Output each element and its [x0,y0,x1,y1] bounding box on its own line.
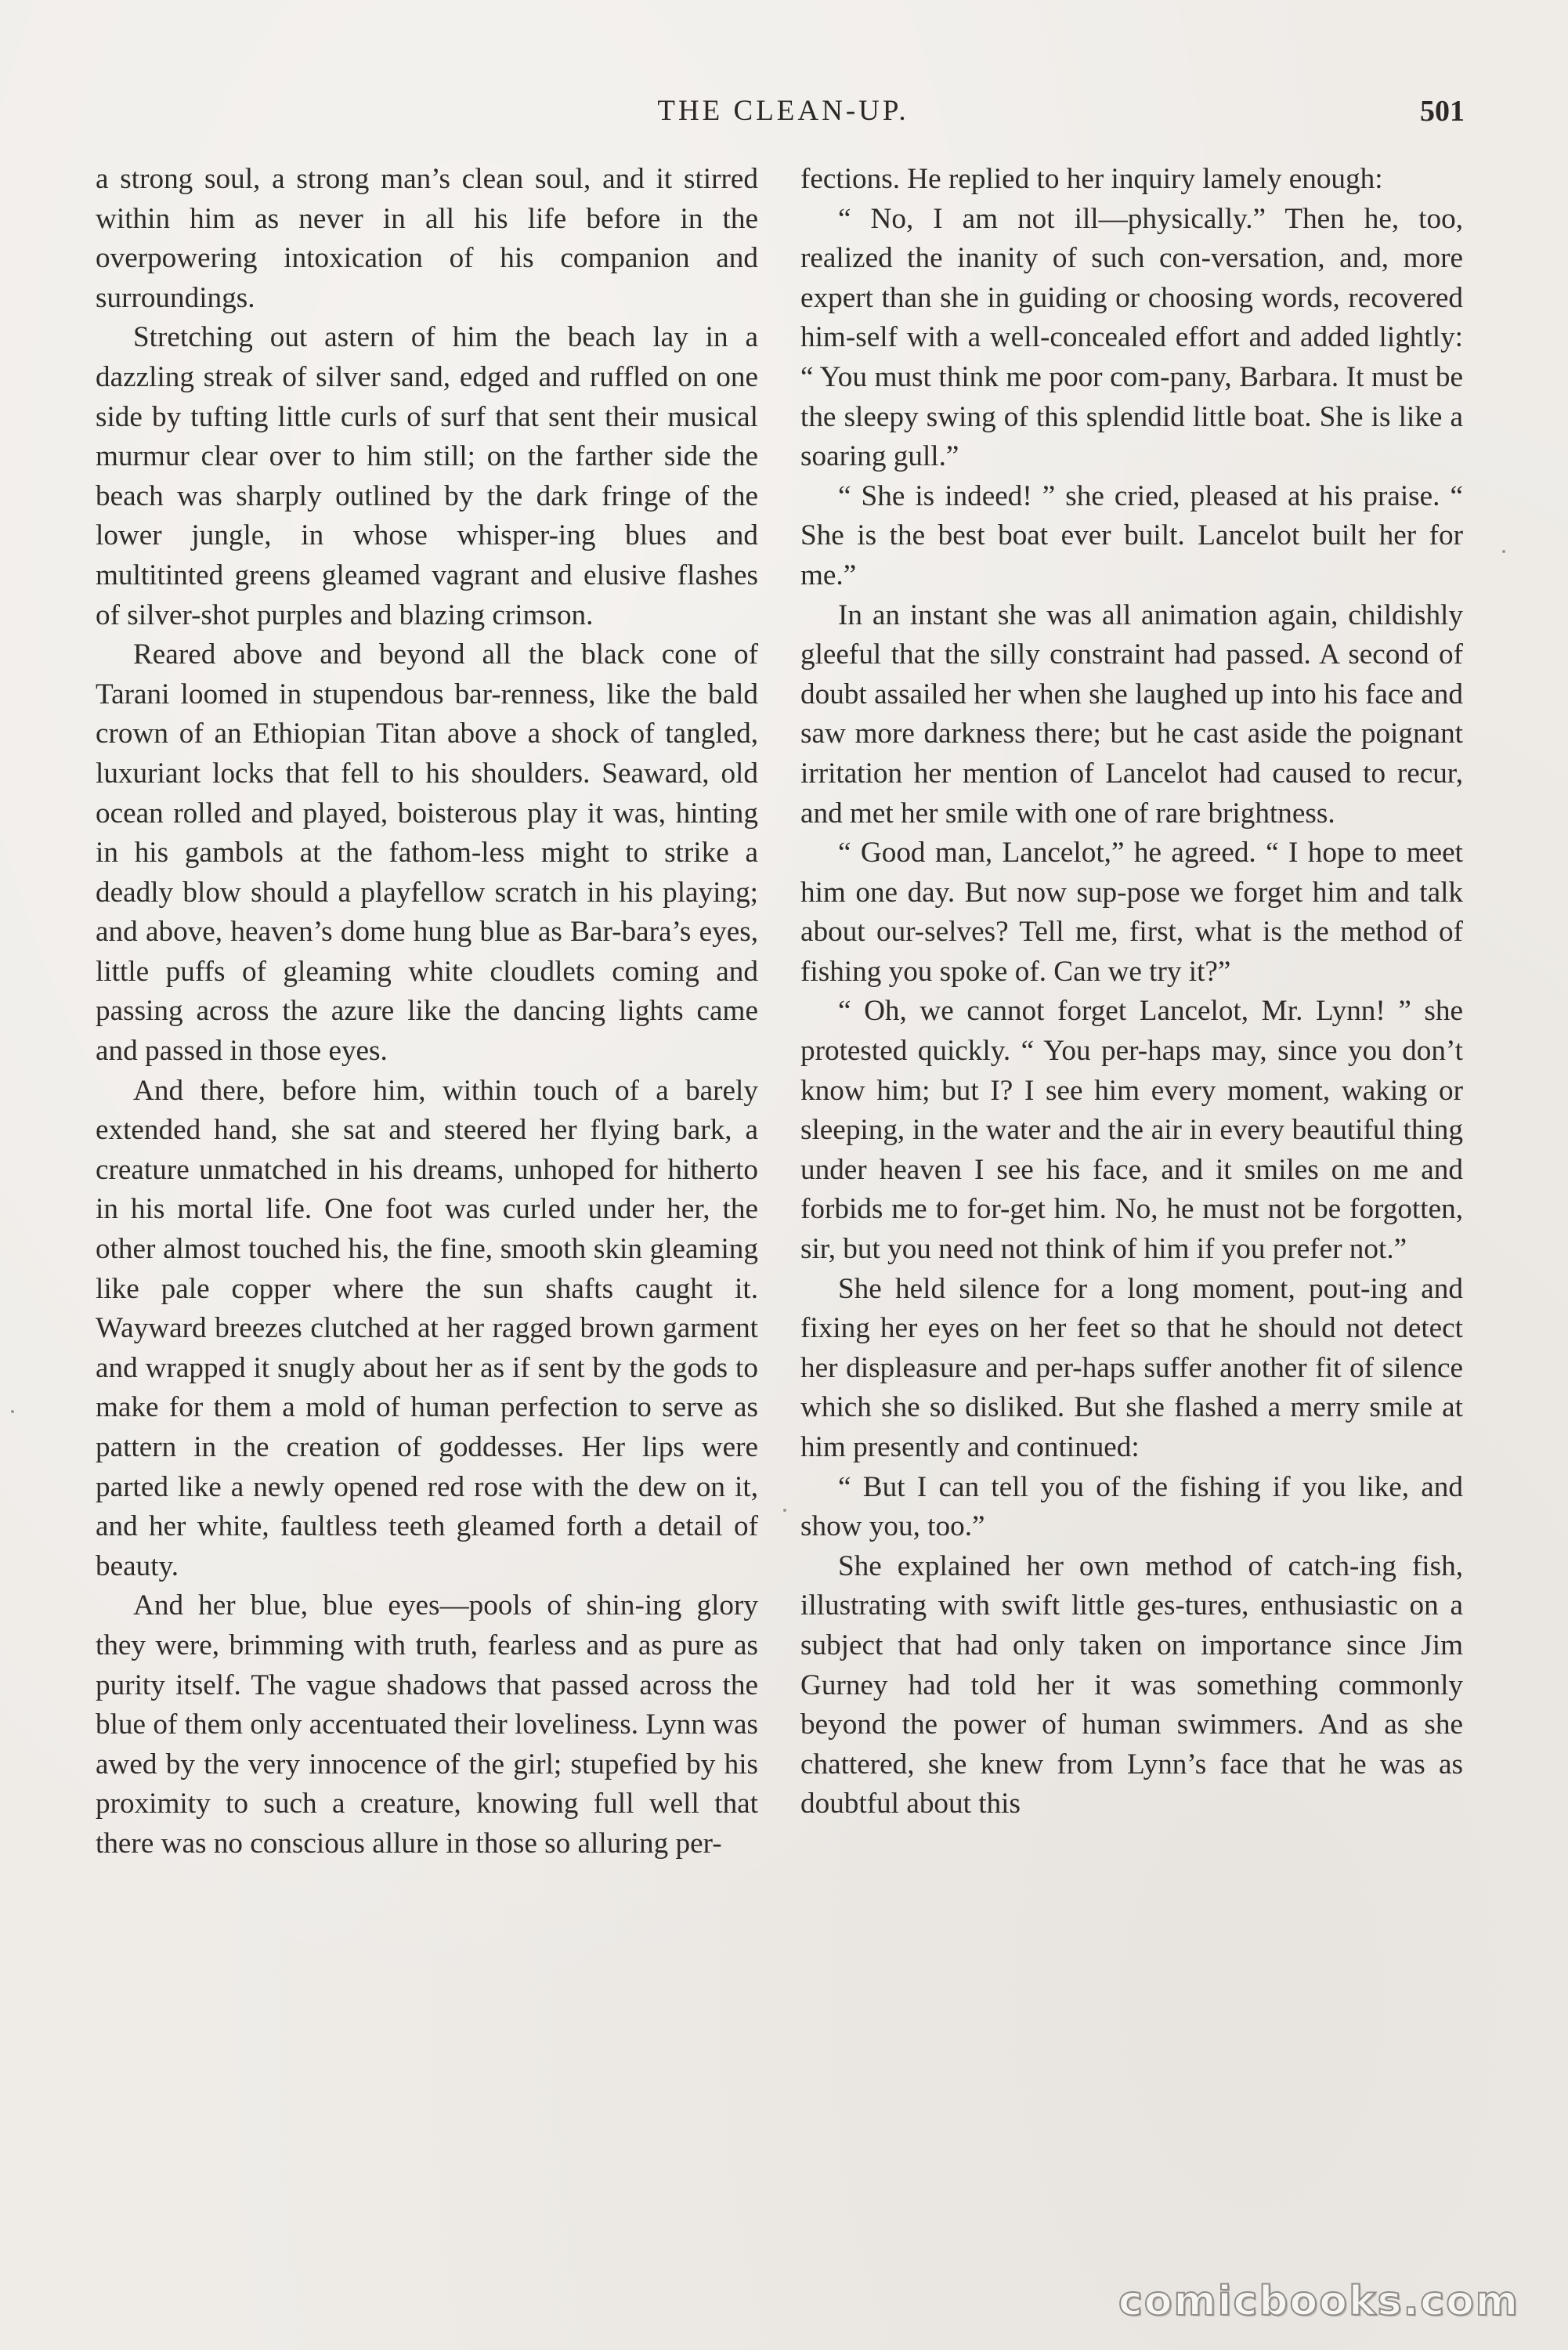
left-column [96,160,758,1864]
paragraph: And there, before him, within touch of a barely extended hand, she sat and steered her flying bark, a creature unmatched in his dreams, unhoped for hitherto in his mortal life. One foot was curled under her, the other almost touched his, the fine, smooth skin gleaming like pale copper where the sun shafts caught it. Wayward breezes clutched at her ragged brown garment and wrapped it snugly about her as if sent by the gods to make for them a mold of human perfection to serve as pattern in the creation of goddesses. Her lips were parted like a newly opened red rose with the dew on it, and her white, faultless teeth gleamed forth a detail of beauty. [96,1074,758,1582]
paragraph: fections. He replied to her inquiry lamely enough: [800,163,1383,195]
running-title: THE CLEAN-UP. [657,95,909,127]
paper-speck [11,1410,14,1413]
paragraph: “ She is indeed! ” she cried, pleased at his praise. “ She is the best boat ever built. Lancelot built her for me.” [800,479,1463,591]
paragraph: a strong soul, a strong man’s clean soul, and it stirred within him as never in all his life before in the overpowering intoxication of his companion and surroundings. [96,163,758,314]
paper-speck [783,1509,786,1512]
paragraph: And her blue, blue eyes—pools of shin-ing glory they were, brimming with truth, fearless and as pure as purity itself. The vague shadows that passed across the blue of them only accentuated their loveliness. Lynn was awed by the very innocence of the girl; stupefied by his proximity to such a creature, knowing full well that there was no conscious allure in those so alluring per- [96,1589,758,1860]
page-number: 501 [1420,95,1465,128]
paragraph: “ No, I am not ill—physically.” Then he, too, realized the inanity of such con-versation, and, more expert than she in guiding or choosing words, recovered him-self with a well-concealed effort and added lightly: “ You must think me poor com-pany, Barbara. It must be the sleepy swing of this splendid little boat. She is like a soaring gull.” [800,202,1463,473]
watermark-logo: comicbooks.com [1118,2278,1519,2325]
paragraph: “ But I can tell you of the fishing if you like, and show you, too.” [800,1470,1463,1543]
paper-speck [1502,550,1505,553]
paragraph: “ Good man, Lancelot,” he agreed. “ I hope to meet him one day. But now sup-pose we forget him and talk about our-selves? Tell me, first, what is the method of fishing you spoke of. Can we try it?” [800,837,1463,988]
paragraph: She explained her own method of catch-ing fish, illustrating with swift little ges-tures, enthusiastic on a subject that had only taken on importance since Jim Gurney had told her it was something commonly beyond the power of human swimmers. And as she chattered, she knew from Lynn’s face that he was as doubtful about this [800,1549,1463,1820]
paragraph: Stretching out astern of him the beach lay in a dazzling streak of silver sand, edged and ruffled on one side by tufting little curls of surf that sent their musical murmur clear over to him still; on the farther side the beach was sharply outlined by the dark fringe of the lower jungle, in whose whisper-ing blues and multitinted greens gleamed vagrant and elusive flashes of silver-shot purples and blazing crimson. [96,321,758,631]
paragraph: “ Oh, we cannot forget Lancelot, Mr. Lynn! ” she protested quickly. “ You per-haps may, since you don’t know him; but I? I see him every moment, waking or sleeping, in the water and the air in every beautiful thing under heaven I see his face, and it smiles on me and forbids me to for-get him. No, he must not be forgotten, sir, but you need not think of him if you prefer not.” [800,995,1463,1266]
paragraph: In an instant she was all animation again, childishly gleeful that the silly constraint had passed. A second of doubt assailed her when she laughed up into his face and saw more darkness there; but he cast aside the poignant irritation her mention of Lancelot had caused to recur, and met her smile with one of rare brightness. [800,598,1463,830]
page-header [78,88,1488,135]
paragraph: Reared above and beyond all the black cone of Tarani loomed in stupendous bar-renness, like the bald crown of an Ethiopian Titan above a shock of tangled, luxuriant locks that fell to his shoulders. Seaward, old ocean rolled and played, boisterous play it was, hinting in his gambols at the fathom-less might to strike a deadly blow should a playfellow scratch in his playing; and above, heaven’s dome hung blue as Bar-bara’s eyes, little puffs of gleaming white cloudlets coming and passing across the azure like the dancing lights came and passed in those eyes. [96,638,758,1068]
paragraph: She held silence for a long moment, pout-ing and fixing her eyes on her feet so that he should not detect her displeasure and per-haps suffer another fit of silence which she so disliked. But she flashed a merry smile at him presently and continued: [800,1272,1463,1463]
right-column [800,160,1463,1824]
